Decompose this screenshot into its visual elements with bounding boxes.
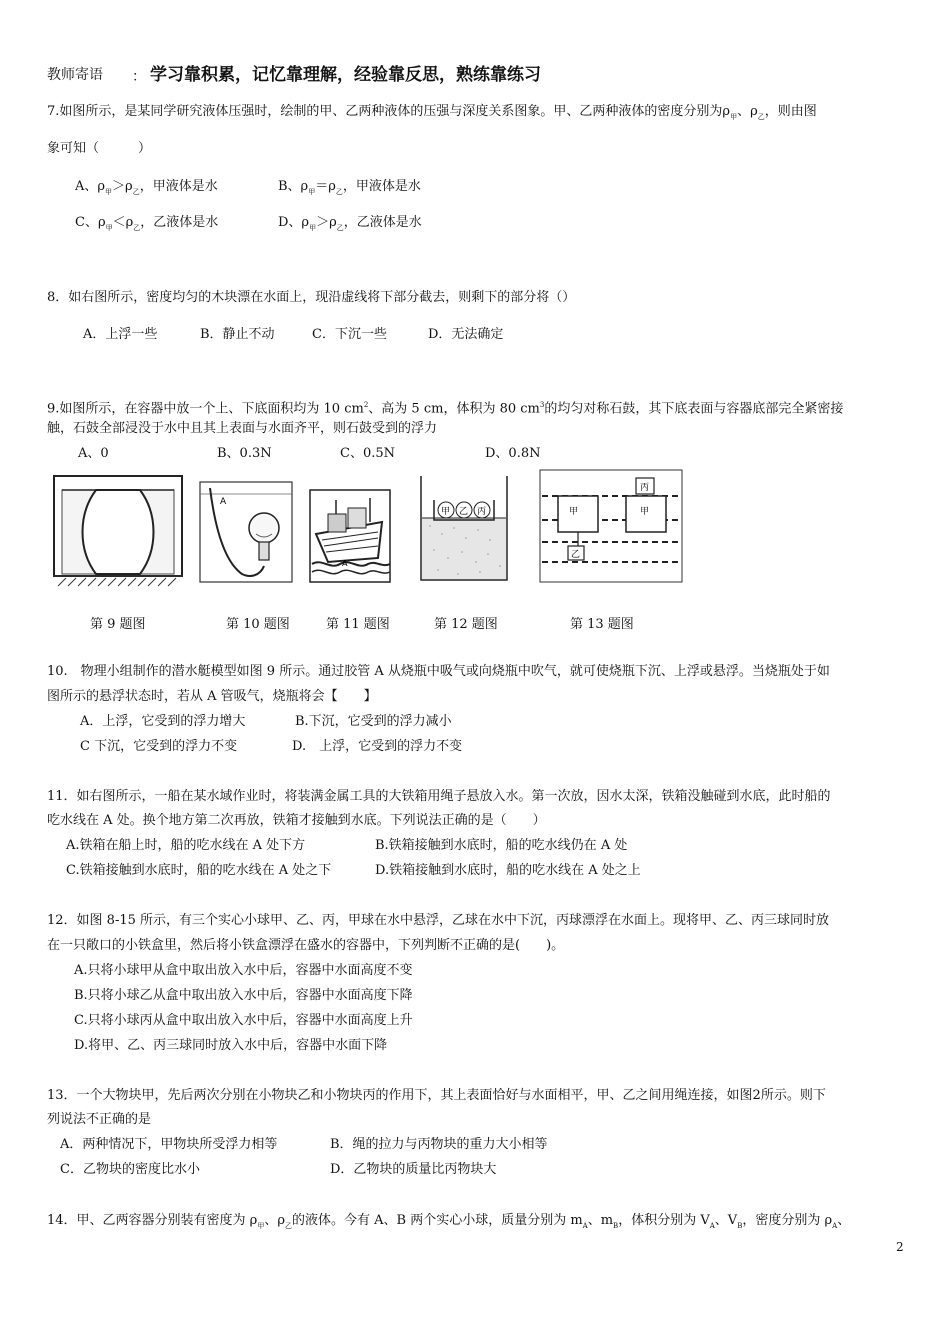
q12-option-c: C.只将小球丙从盒中取出放入水中后，容器中水面高度上升 xyxy=(74,1013,413,1028)
figure-12-ball-jia: 甲 xyxy=(441,507,451,517)
q7-line2: 象可知（ ） xyxy=(47,141,152,156)
figure-13-label-jia-right: 甲 xyxy=(640,507,650,517)
header-motto: 学习靠积累，记忆靠理解，经验靠反思，熟练靠练习 xyxy=(150,65,541,85)
figure-9-stone-drum xyxy=(52,474,186,594)
q10-option-a: A．上浮，它受到的浮力增大 xyxy=(80,714,246,729)
figure-12-ball-bing: 丙 xyxy=(477,507,487,517)
q12-line2: 在一只敞口的小铁盒里，然后将小铁盒漂浮在盛水的容器中，下列判断不正确的是( )。 xyxy=(47,938,565,953)
q11-option-d: D.铁箱接触到水底时，船的吃水线在 A 处之上 xyxy=(375,863,641,878)
figure-13-blocks xyxy=(538,468,684,584)
q9-option-a: A、0 xyxy=(78,446,109,461)
q8-option-d: D．无法确定 xyxy=(428,327,504,342)
q12-option-a: A.只将小球甲从盒中取出放入水中后，容器中水面高度不变 xyxy=(74,963,413,978)
figure-13-label-jia-left: 甲 xyxy=(569,507,579,517)
figure-10-flask xyxy=(198,480,294,584)
q9-option-b: B、0.3N xyxy=(217,446,272,461)
header-colon: ： xyxy=(132,69,146,85)
q7-option-b: B、$\rho_甲=\rho_乙$，甲液体是水 xyxy=(278,179,421,196)
figure-10-label-a: A xyxy=(220,497,227,507)
q11-option-a: A.铁箱在船上时，船的吃水线在 A 处下方 xyxy=(66,838,306,853)
q11-option-c: C.铁箱接触到水底时，船的吃水线在 A 处之下 xyxy=(66,863,332,878)
figure-10-caption: 第 10 题图 xyxy=(226,617,290,632)
header-label: 教师寄语 xyxy=(47,67,103,83)
q13-option-a: A．两种情况下，甲物块所受浮力相等 xyxy=(60,1137,278,1152)
q7-option-a: A、$\rho_甲>\rho_乙$，甲液体是水 xyxy=(75,179,218,196)
q13-option-d: D．乙物块的质量比丙物块大 xyxy=(330,1162,497,1177)
q12-option-d: D.将甲、乙、丙三球同时放入水中后，容器中水面下降 xyxy=(74,1038,388,1053)
q12-option-b: B.只将小球乙从盒中取出放入水中后，容器中水面高度下降 xyxy=(74,988,413,1003)
q11-option-b: B.铁箱接触到水底时，船的吃水线仍在 A 处 xyxy=(375,838,628,853)
q8-option-b: B．静止不动 xyxy=(200,327,275,342)
figure-13-caption: 第 13 题图 xyxy=(570,617,634,632)
q7-option-d: D、$\rho_甲>\rho_乙$，乙液体是水 xyxy=(278,215,422,232)
figure-11-label-a: A xyxy=(342,559,348,568)
q13-line1: 13．一个大物块甲，先后两次分别在小物块乙和小物块丙的作用下，其上表面恰好与水面相平，甲、乙之间用绳连接，如图2所示。则下 xyxy=(47,1088,826,1103)
figure-13-label-bing: 丙 xyxy=(640,483,650,493)
q8-stem: 8．如右图所示，密度均匀的木块漂在水面上，现沿虚线将下部分截去，则剩下的部分将（） xyxy=(47,290,576,305)
figure-12-balls-box xyxy=(418,474,510,584)
q12-line1: 12．如图 8-15 所示，有三个实心小球甲、乙、丙，甲球在水中悬浮，乙球在水中下沉，丙球漂浮在水面上。现将甲、乙、丙三球同时放 xyxy=(47,913,830,928)
q11-line1: 11．如右图所示，一船在某水域作业时，将装满金属工具的大铁箱用绳子悬放入水。第一次放，因水太深，铁箱没触碰到水底，此时船的 xyxy=(47,789,831,804)
figure-12-caption: 第 12 题图 xyxy=(434,617,498,632)
q9-option-c: C、0.5N xyxy=(340,446,395,461)
figure-13-label-yi: 乙 xyxy=(571,550,581,560)
q13-option-b: B．绳的拉力与丙物块的重力大小相等 xyxy=(330,1137,548,1152)
q9-line1: 9.如图所示，在容器中放一个上、下底面积均为 10 $cm^2$、高为 5 cm，体积为 80 $cm^3$的均匀对称石鼓，其下底表面与容器底部完全紧密接 xyxy=(47,401,844,417)
figure-9-caption: 第 9 题图 xyxy=(90,617,146,632)
q9-line2: 触，石鼓全部浸没于水中且其上表面与水面齐平，则石鼓受到的浮力 xyxy=(47,421,438,436)
q7-line1: 7.如图所示，是某同学研究液体压强时，绘制的甲、乙两种液体的压强与深度关系图象。甲、乙两种液体的密度分别为$\rho_甲$、$\rho_乙$，则由图 xyxy=(47,104,817,121)
figure-12-ball-yi: 乙 xyxy=(459,507,469,517)
q10-option-c: C 下沉，它受到的浮力不变 xyxy=(80,739,238,754)
q10-line1: 10. 物理小组制作的潜水艇模型如图 9 所示。通过胶管 A 从烧瓶中吸气或向烧瓶中吹气，就可使烧瓶下沉、上浮或悬浮。当烧瓶处于如 xyxy=(47,664,830,679)
q7-option-c: C、$\rho_甲<\rho_乙$，乙液体是水 xyxy=(75,215,219,232)
q13-option-c: C．乙物块的密度比水小 xyxy=(60,1162,200,1177)
q11-line2: 吃水线在 A 处。换个地方第二次再放，铁箱才接触到水底。下列说法正确的是（ ） xyxy=(47,813,546,828)
figure-11-caption: 第 11 题图 xyxy=(326,617,390,632)
q9-option-d: D、0.8N xyxy=(485,446,541,461)
page-number: 2 xyxy=(896,1240,904,1254)
q10-line2: 图所示的悬浮状态时，若从 A 管吸气，烧瓶将会【 】 xyxy=(47,689,377,704)
q8-option-a: A．上浮一些 xyxy=(83,327,158,342)
q13-line2: 列说法不正确的是 xyxy=(47,1112,152,1127)
q14-line1: 14．甲、乙两容器分别装有密度为 $\rho_甲$、$\rho_乙$的液体。今有 A、B 两个实心小球，质量分别为 $m_A$、$m_B$，体积分别为 $V_A$、$V_B$，密度分别为 $\rho_A$、 xyxy=(47,1213,851,1230)
q8-option-c: C．下沉一些 xyxy=(312,327,387,342)
q10-option-d: D. 上浮，它受到的浮力不变 xyxy=(292,739,463,754)
figure-11-ship xyxy=(308,488,392,584)
q10-option-b: B.下沉，它受到的浮力减小 xyxy=(295,714,452,729)
